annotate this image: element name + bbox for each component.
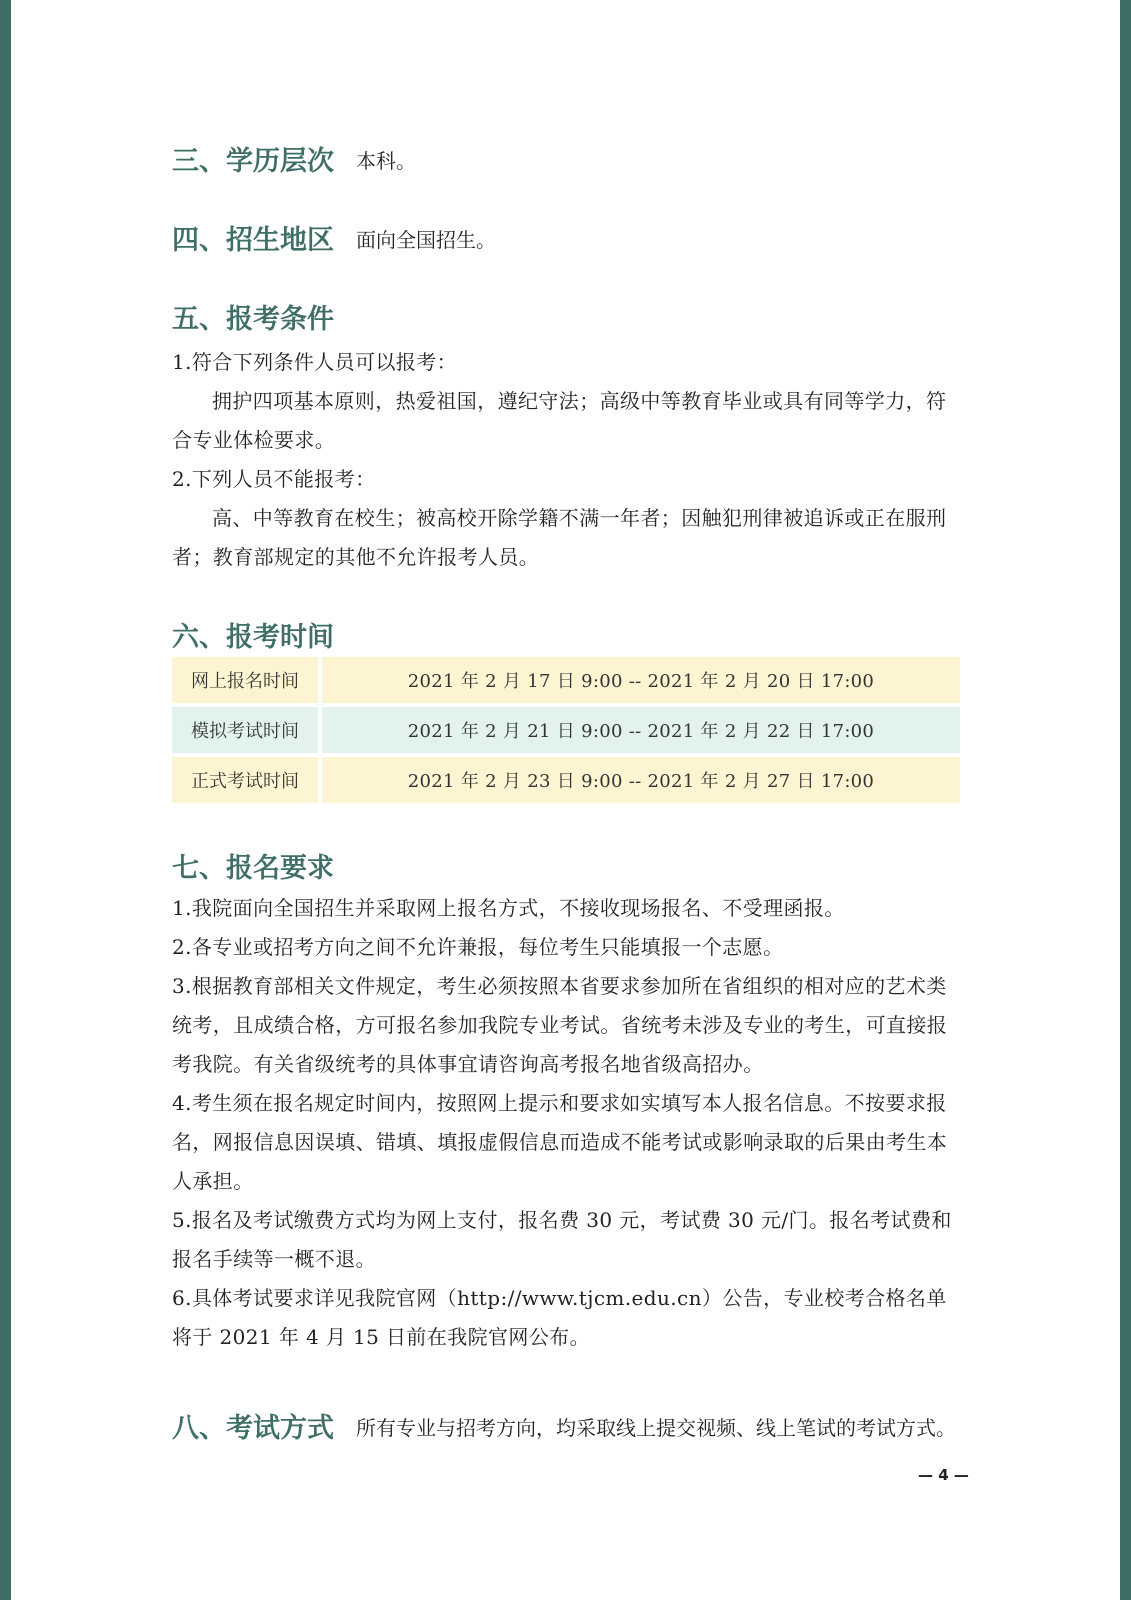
table-row bbox=[172, 657, 960, 703]
left-border-bar bbox=[0, 0, 11, 1600]
page-number: — 4 — bbox=[918, 1466, 969, 1484]
list-item: 3.根据教育部相关文件规定，考生必须按照本省要求参加所在省组织的相对应的艺术类统考，且成绩合格，方可报名参加我院专业考试。省统考未涉及专业的考生，可直接报考我院。有关省级统考的具体事宜请咨询高考报名地省级高招办。 bbox=[172, 974, 948, 1076]
section-exam-method bbox=[172, 1410, 956, 1447]
schedule-table bbox=[172, 657, 960, 807]
row-value: 2021 年 2 月 23 日 9:00 -- 2021 年 2 月 27 日 17:00 bbox=[322, 757, 960, 803]
section-title: 八、考试方式 bbox=[172, 1413, 334, 1444]
paragraph: 高、中等教育在校生；被高校开除学籍不满一年者；因触犯刑律被追诉或正在服刑者；教育部规定的其他不允许报考人员。 bbox=[172, 506, 947, 569]
row-value: 2021 年 2 月 21 日 9:00 -- 2021 年 2 月 22 日 17:00 bbox=[322, 707, 960, 753]
row-value: 2021 年 2 月 17 日 9:00 -- 2021 年 2 月 20 日 17:00 bbox=[322, 657, 960, 703]
section-text: 面向全国招生。 bbox=[356, 228, 496, 252]
list-item: 2.各专业或招考方向之间不允许兼报，每位考生只能填报一个志愿。 bbox=[172, 935, 784, 959]
table-row bbox=[172, 707, 960, 753]
section-enrollment-region bbox=[172, 222, 496, 259]
list-item: 5.报名及考试缴费方式均为网上支付，报名费 30 元，考试费 30 元/门。报名考试费和报名手续等一概不退。 bbox=[172, 1208, 952, 1271]
paragraph: 1.符合下列条件人员可以报考： bbox=[172, 350, 458, 374]
row-label: 网上报名时间 bbox=[172, 657, 318, 703]
right-border-bar bbox=[1120, 0, 1131, 1600]
section-text: 所有专业与招考方向，均采取线上提交视频、线上笔试的考试方式。 bbox=[356, 1416, 956, 1440]
section-education-level bbox=[172, 143, 416, 180]
paragraph: 2.下列人员不能报考： bbox=[172, 467, 376, 491]
section-title-schedule: 六、报考时间 bbox=[172, 622, 334, 653]
list-item: 4.考生须在报名规定时间内，按照网上提示和要求如实填写本人报名信息。不按要求报名，网报信息因误填、错填、填报虚假信息而造成不能考试或影响录取的后果由考生本人承担。 bbox=[172, 1091, 948, 1193]
section-title-registration: 七、报名要求 bbox=[172, 853, 334, 884]
list-item: 6.具体考试要求详见我院官网（http://www.tjcm.edu.cn）公告，专业校考合格名单将于 2021 年 4 月 15 日前在我院官网公布。 bbox=[172, 1286, 947, 1349]
section-text: 本科。 bbox=[356, 149, 416, 173]
section-title: 四、招生地区 bbox=[172, 225, 334, 256]
table-row bbox=[172, 757, 960, 803]
row-label: 正式考试时间 bbox=[172, 757, 318, 803]
section-title-requirements: 五、报考条件 bbox=[172, 304, 334, 335]
paragraph: 拥护四项基本原则，热爱祖国，遵纪守法；高级中等教育毕业或具有同等学力，符合专业体检要求。 bbox=[172, 389, 947, 452]
section-title: 三、学历层次 bbox=[172, 146, 334, 177]
row-label: 模拟考试时间 bbox=[172, 707, 318, 753]
list-item: 1.我院面向全国招生并采取网上报名方式，不接收现场报名、不受理函报。 bbox=[172, 896, 845, 920]
